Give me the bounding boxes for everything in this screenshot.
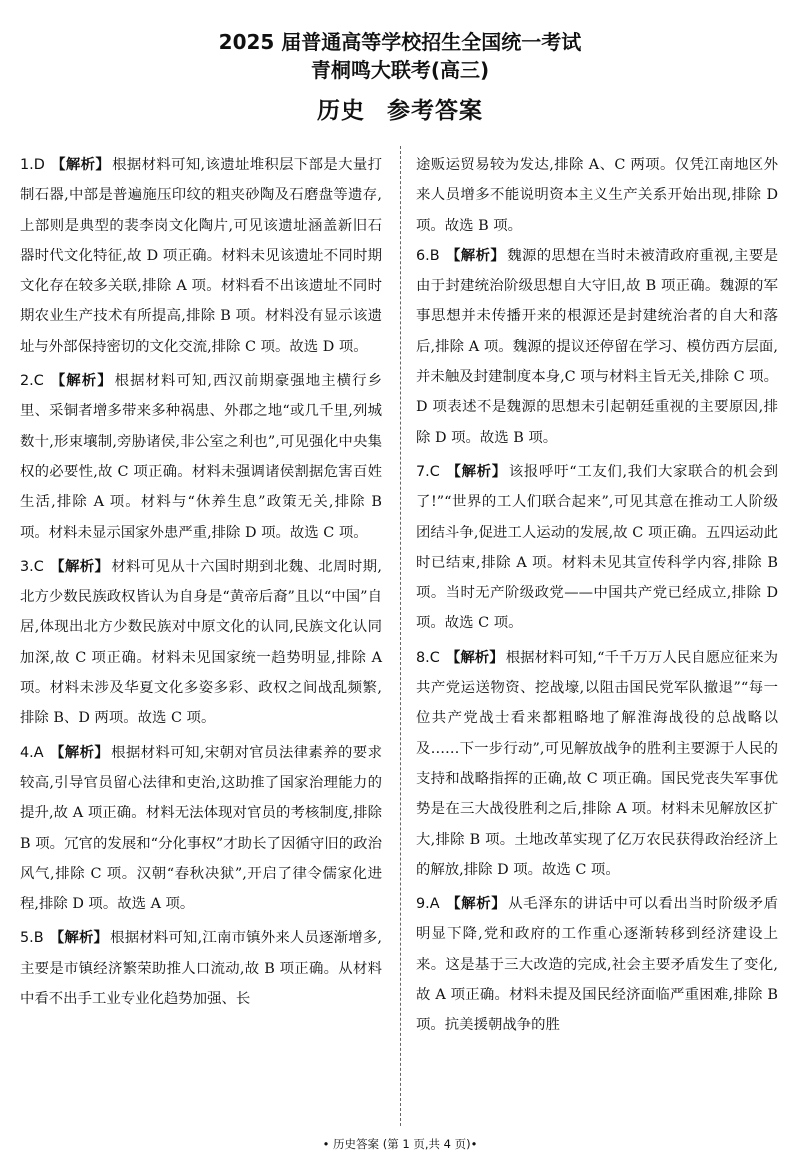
subject-label: 历史 bbox=[317, 98, 365, 124]
answer-number: 5.B bbox=[20, 930, 44, 947]
analysis-tag: 【解析】 bbox=[49, 930, 109, 947]
answer-explanation: 根据材料可知,宋朝对官员法律素养的要求较高,引导官员留心法律和吏治,这助推了国家治理能力的提升,故 A 项正确。材料无法体现对官员的考核制度,排除 B 项。冗官的发展和“分化事权”才助长了因循守旧的政治风气,排除 C 项。汉朝“春秋决狱”,开启了律令儒家化进程,排除 D 项。故选 A 项。 bbox=[20, 744, 382, 913]
exam-subtitle: 青桐鸣大联考(高三) bbox=[310, 58, 490, 82]
page-header bbox=[0, 28, 800, 128]
answer-number: 7.C bbox=[416, 463, 440, 480]
answer-number: 4.A bbox=[20, 744, 44, 761]
exam-title: 2025 届普通高等学校招生全国统一考试 bbox=[218, 30, 582, 54]
answer-item-3 bbox=[20, 552, 382, 734]
answer-heading bbox=[0, 94, 800, 128]
page-footer: • 历史答案 (第 1 页,共 4 页)• bbox=[322, 1137, 478, 1151]
answer-item-7 bbox=[416, 457, 778, 639]
answer-item-4 bbox=[20, 738, 382, 920]
answer-item-1 bbox=[20, 150, 382, 362]
analysis-tag: 【解析】 bbox=[49, 373, 113, 390]
analysis-tag: 【解析】 bbox=[445, 649, 504, 666]
right-column bbox=[416, 150, 778, 1041]
analysis-tag: 【解析】 bbox=[445, 247, 506, 264]
answer-explanation: 该报呼吁“工友们,我们大家联合的机会到了!”“世界的工人们联合起来”,可见其意在推动工人阶级团结斗争,促进工人运动的发展,故 C 项正确。五四运动此时已结束,排除 A 项。材料未见其宣传科学内容,排除 B 项。当时无产阶级政党——中国共产党已经成立,排除 D 项。故选 C 项。 bbox=[416, 463, 778, 632]
answer-item-2 bbox=[20, 366, 382, 548]
answer-item-9 bbox=[416, 889, 778, 1040]
answer-explanation: 魏源的思想在当时未被清政府重视,主要是由于封建统治阶级思想自大守旧,故 B 项正确。魏源的军事思想并未传播开来的根源还是封建统治者的自大和落后,排除 A 项。魏源的提议还停留在学习、模仿西方层面,并未触及封建制度本身,C 项与材料主旨无关,排除 C 项。D 项表述不是魏源的思想未引起朝廷重视的主要原因,排除 D 项。故选 B 项。 bbox=[416, 247, 778, 446]
analysis-tag: 【解析】 bbox=[445, 896, 507, 913]
column-divider bbox=[400, 146, 401, 1126]
answer-item-6 bbox=[416, 241, 778, 453]
analysis-tag: 【解析】 bbox=[50, 157, 111, 173]
analysis-tag: 【解析】 bbox=[49, 558, 110, 575]
answer-item-8 bbox=[416, 643, 778, 885]
answer-explanation: 根据材料可知,该遗址堆积层下部是大量打制石器,中部是普遍施压印纹的粗夹砂陶及石磨盘等遗存,上部则是典型的裴李岗文化陶片,可见该遗址涵盖新旧石器时代文化特征,故 D 项正确。材料未见该遗址不同时期文化存在较多关联,排除 A 项。材料看不出该遗址不同时期农业生产技术有所提高,排除 B 项。材料没有显示该遗址与外部保持密切的文化交流,排除 C 项。故选 D 项。 bbox=[20, 157, 382, 355]
answer-number: 3.C bbox=[20, 558, 44, 575]
answer-item-5 bbox=[20, 923, 382, 1014]
answer-number: 2.C bbox=[20, 373, 44, 390]
answer-explanation-part1: 根据材料可知,江南市镇外来人员逐渐增多,主要是市镇经济繁荣助推人口流动,故 B 项正确。从材料中看不出手工业专业化趋势加强、长 bbox=[20, 930, 382, 1008]
answer-number: 1.D bbox=[20, 157, 45, 173]
answer-number: 8.C bbox=[416, 649, 440, 666]
answer-explanation: 材料可见从十六国时期到北魏、北周时期,北方少数民族政权皆认为自身是“黄帝后裔”且以“中国”自居,体现出北方少数民族对中原文化的认同,民族文化认同加深,故 C 项正确。材料未见国家统一趋势明显,排除 A 项。材料未涉及华夏文化多姿多彩、政权之间战乱频繁,排除 B、D 两项。故选 C 项。 bbox=[20, 558, 382, 727]
analysis-tag: 【解析】 bbox=[49, 744, 110, 761]
answer-explanation: 根据材料可知,“千千万万人民自愿应征来为共产党运送物资、挖战壕,以阻击国民党军队撤退”“每一位共产党战士看来都粗略地了解淮海战役的总战略以及……下一步行动”,可见解放战争的胜利主要源于人民的支持和战略指挥的正确,故 C 项正确。国民党丧失军事优势是在三大战役胜利之后,排除 A 项。材料未见解放区扩大,排除 B 项。土地改革实现了亿万农民获得政治经济上的解放,排除 D 项。故选 C 项。 bbox=[416, 649, 778, 878]
answer-number: 9.A bbox=[416, 896, 440, 913]
left-column bbox=[20, 150, 382, 1014]
answer-explanation: 从毛泽东的讲话中可以看出当时阶级矛盾明显下降,党和政府的工作重心逐渐转移到经济建设上来。这是基于三大改造的完成,社会主要矛盾发生了变化,故 A 项正确。材料未提及国民经济面临严重困难,排除 B 项。抗美援朝战争的胜 bbox=[416, 896, 778, 1034]
answer-number: 6.B bbox=[416, 247, 440, 264]
answer-title: 参考答案 bbox=[387, 98, 483, 124]
answer-item-5-continued: 途贩运贸易较为发达,排除 A、C 两项。仅凭江南地区外来人员增多不能说明资本主义生产关系开始出现,排除 D 项。故选 B 项。 bbox=[416, 157, 778, 234]
answer-explanation: 根据材料可知,西汉前期豪强地主横行乡里、采铜者增多带来多种祸患、外郡之地“或几千里,列城数十,形束壤制,旁胁诸侯,非公室之利也”,可见强化中央集权的必要性,故 C 项正确。材料未强调诸侯割据危害百姓生活,排除 A 项。材料与“休养生息”政策无关,排除 B 项。材料未显示国家外患严重,排除 D 项。故选 C 项。 bbox=[20, 373, 382, 541]
analysis-tag: 【解析】 bbox=[445, 463, 507, 480]
